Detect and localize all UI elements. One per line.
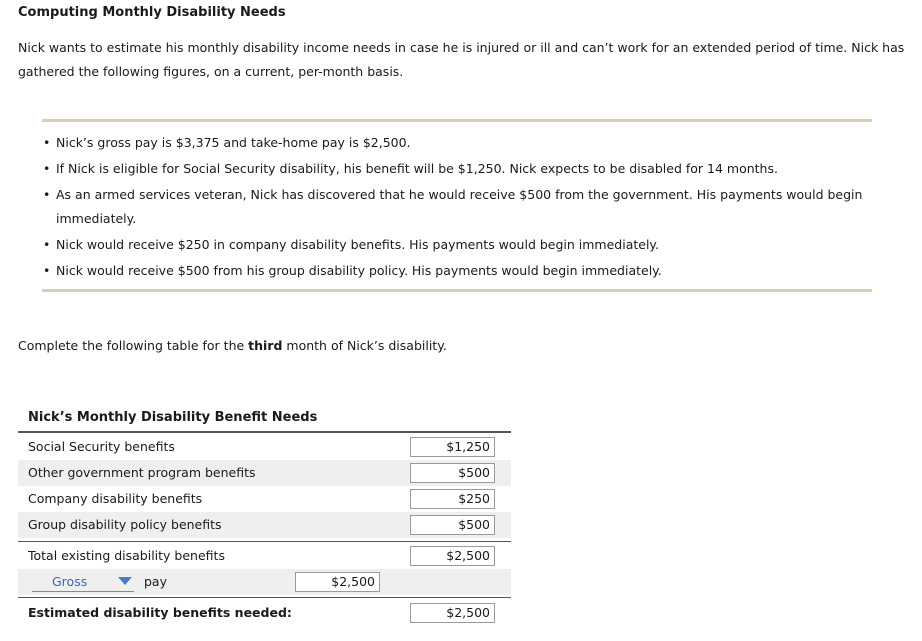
row-label: Total existing disability benefits — [28, 548, 225, 563]
list-item: • Nick would receive $250 in company disability benefits. His payments would begin immediately. — [42, 233, 872, 257]
bottom-divider — [42, 289, 872, 292]
total-benefits-input[interactable]: $2,500 — [410, 546, 495, 566]
company-disability-input[interactable]: $250 — [410, 489, 495, 509]
chevron-down-icon[interactable] — [118, 577, 132, 585]
table-title: Nick’s Monthly Disability Benefit Needs — [28, 410, 318, 425]
row-label: Group disability policy benefits — [28, 517, 222, 532]
instruction-part: Complete the following table for the — [18, 338, 249, 353]
table-row — [18, 512, 511, 538]
facts-list — [42, 131, 872, 285]
table-row — [18, 434, 511, 460]
list-item: • Nick’s gross pay is $3,375 and take-home pay is $2,500. — [42, 131, 872, 155]
list-item: • If Nick is eligible for Social Security disability, his benefit will be $1,250. Nick expects to be disabled for 14 months. — [42, 157, 872, 181]
group-disability-input[interactable]: $500 — [410, 515, 495, 535]
benefits-needed-input[interactable]: $2,500 — [410, 603, 495, 623]
pay-label: pay — [144, 574, 167, 589]
row-label: Company disability benefits — [28, 491, 203, 506]
intro-paragraph: Nick wants to estimate his monthly disability income needs in case he is injured or ill and can’t work for an extended period of time. Nick has gathered the following figures, on a current, per-month basis. — [18, 40, 905, 79]
list-item: • As an armed services veteran, Nick has discovered that he would receive $500 from the government. His payments would begin immediately. — [42, 183, 872, 231]
needed-row — [18, 600, 511, 626]
table-row — [18, 486, 511, 512]
row-label: Estimated disability benefits needed: — [28, 605, 292, 620]
dropdown-selected: Gross — [52, 574, 88, 589]
instruction-emphasis: third — [248, 338, 283, 353]
instruction-part: month of Nick’s disability. — [282, 338, 447, 353]
pay-row — [18, 569, 511, 595]
row-label: Other government program benefits — [28, 465, 256, 480]
needed-rule — [18, 597, 511, 598]
page-title: Computing Monthly Disability Needs — [18, 5, 286, 20]
pay-amount-input[interactable]: $2,500 — [295, 572, 380, 592]
pay-type-dropdown[interactable] — [32, 573, 134, 592]
list-item: • Nick would receive $500 from his group disability policy. His payments would begin immediately. — [42, 259, 872, 283]
top-divider — [42, 119, 872, 122]
table-row — [18, 460, 511, 486]
row-label: Social Security benefits — [28, 439, 175, 454]
subtotal-rule — [18, 541, 511, 542]
other-government-input[interactable]: $500 — [410, 463, 495, 483]
total-row — [18, 543, 511, 569]
social-security-input[interactable]: $1,250 — [410, 437, 495, 457]
instruction-text — [18, 338, 447, 353]
table-top-rule — [18, 431, 511, 433]
